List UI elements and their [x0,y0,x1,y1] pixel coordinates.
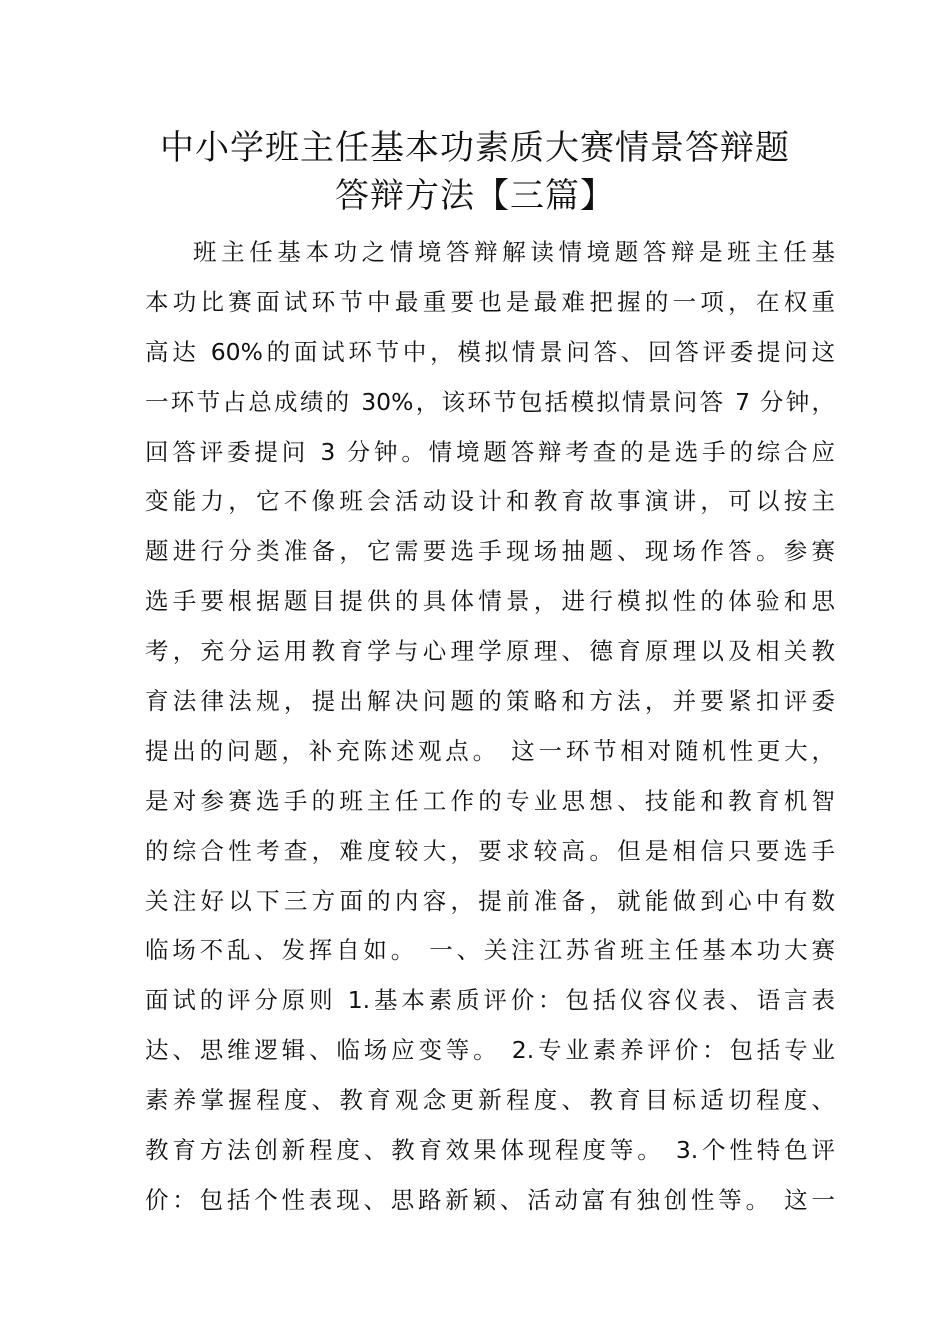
body-line: 面试的评分原则 1.基本素质评价：包括仪容仪表、语言表 [145,986,835,1015]
body-line: 一环节占总成绩的 30%，该环节包括模拟情景问答 7 分钟， [145,387,835,416]
title-line-2: 答辩方法【三篇】 [335,176,615,216]
body-paragraph [145,228,835,1226]
body-line: 素养掌握程度、教育观念更新程度、教育目标适切程度、 [145,1086,835,1115]
body-line: 高达 60%的面试环节中，模拟情景问答、回答评委提问这 [145,337,835,366]
title-line-1: 中小学班主任基本功素质大赛情景答辩题 [160,128,790,168]
body-line: 价：包括个性表现、思路新颖、活动富有独创性等。 这一 [145,1185,835,1214]
body-line: 题进行分类准备，它需要选手现场抽题、现场作答。参赛 [145,537,835,566]
document-title [130,124,820,220]
body-line: 关注好以下三方面的内容，提前准备，就能做到心中有数 [145,886,835,915]
body-line: 是对参赛选手的班主任工作的专业思想、技能和教育机智 [145,786,835,815]
body-line: 教育方法创新程度、教育效果体现程度等。 3.个性特色评 [145,1136,835,1165]
body-line: 班主任基本功之情境答辩解读情境题答辩是班主任基 [193,238,835,266]
body-line: 临场不乱、发挥自如。 一、关注江苏省班主任基本功大赛 [145,936,835,965]
body-line: 考，充分运用教育学与心理学原理、德育原理以及相关教 [145,637,835,666]
body-line: 选手要根据题目提供的具体情景，进行模拟性的体验和思 [145,587,835,616]
body-line: 本功比赛面试环节中最重要也是最难把握的一项，在权重 [145,287,835,316]
body-line: 达、思维逻辑、临场应变等。 2.专业素养评价：包括专业 [145,1036,835,1065]
body-line: 提出的问题，补充陈述观点。 这一环节相对随机性更大， [145,736,835,765]
body-line: 变能力，它不像班会活动设计和教育故事演讲，可以按主 [145,487,835,516]
body-line: 的综合性考查，难度较大，要求较高。但是相信只要选手 [145,836,835,865]
body-line: 育法律法规，提出解决问题的策略和方法，并要紧扣评委 [145,687,835,716]
body-line: 回答评委提问 3 分钟。情境题答辩考查的是选手的综合应 [145,437,835,466]
